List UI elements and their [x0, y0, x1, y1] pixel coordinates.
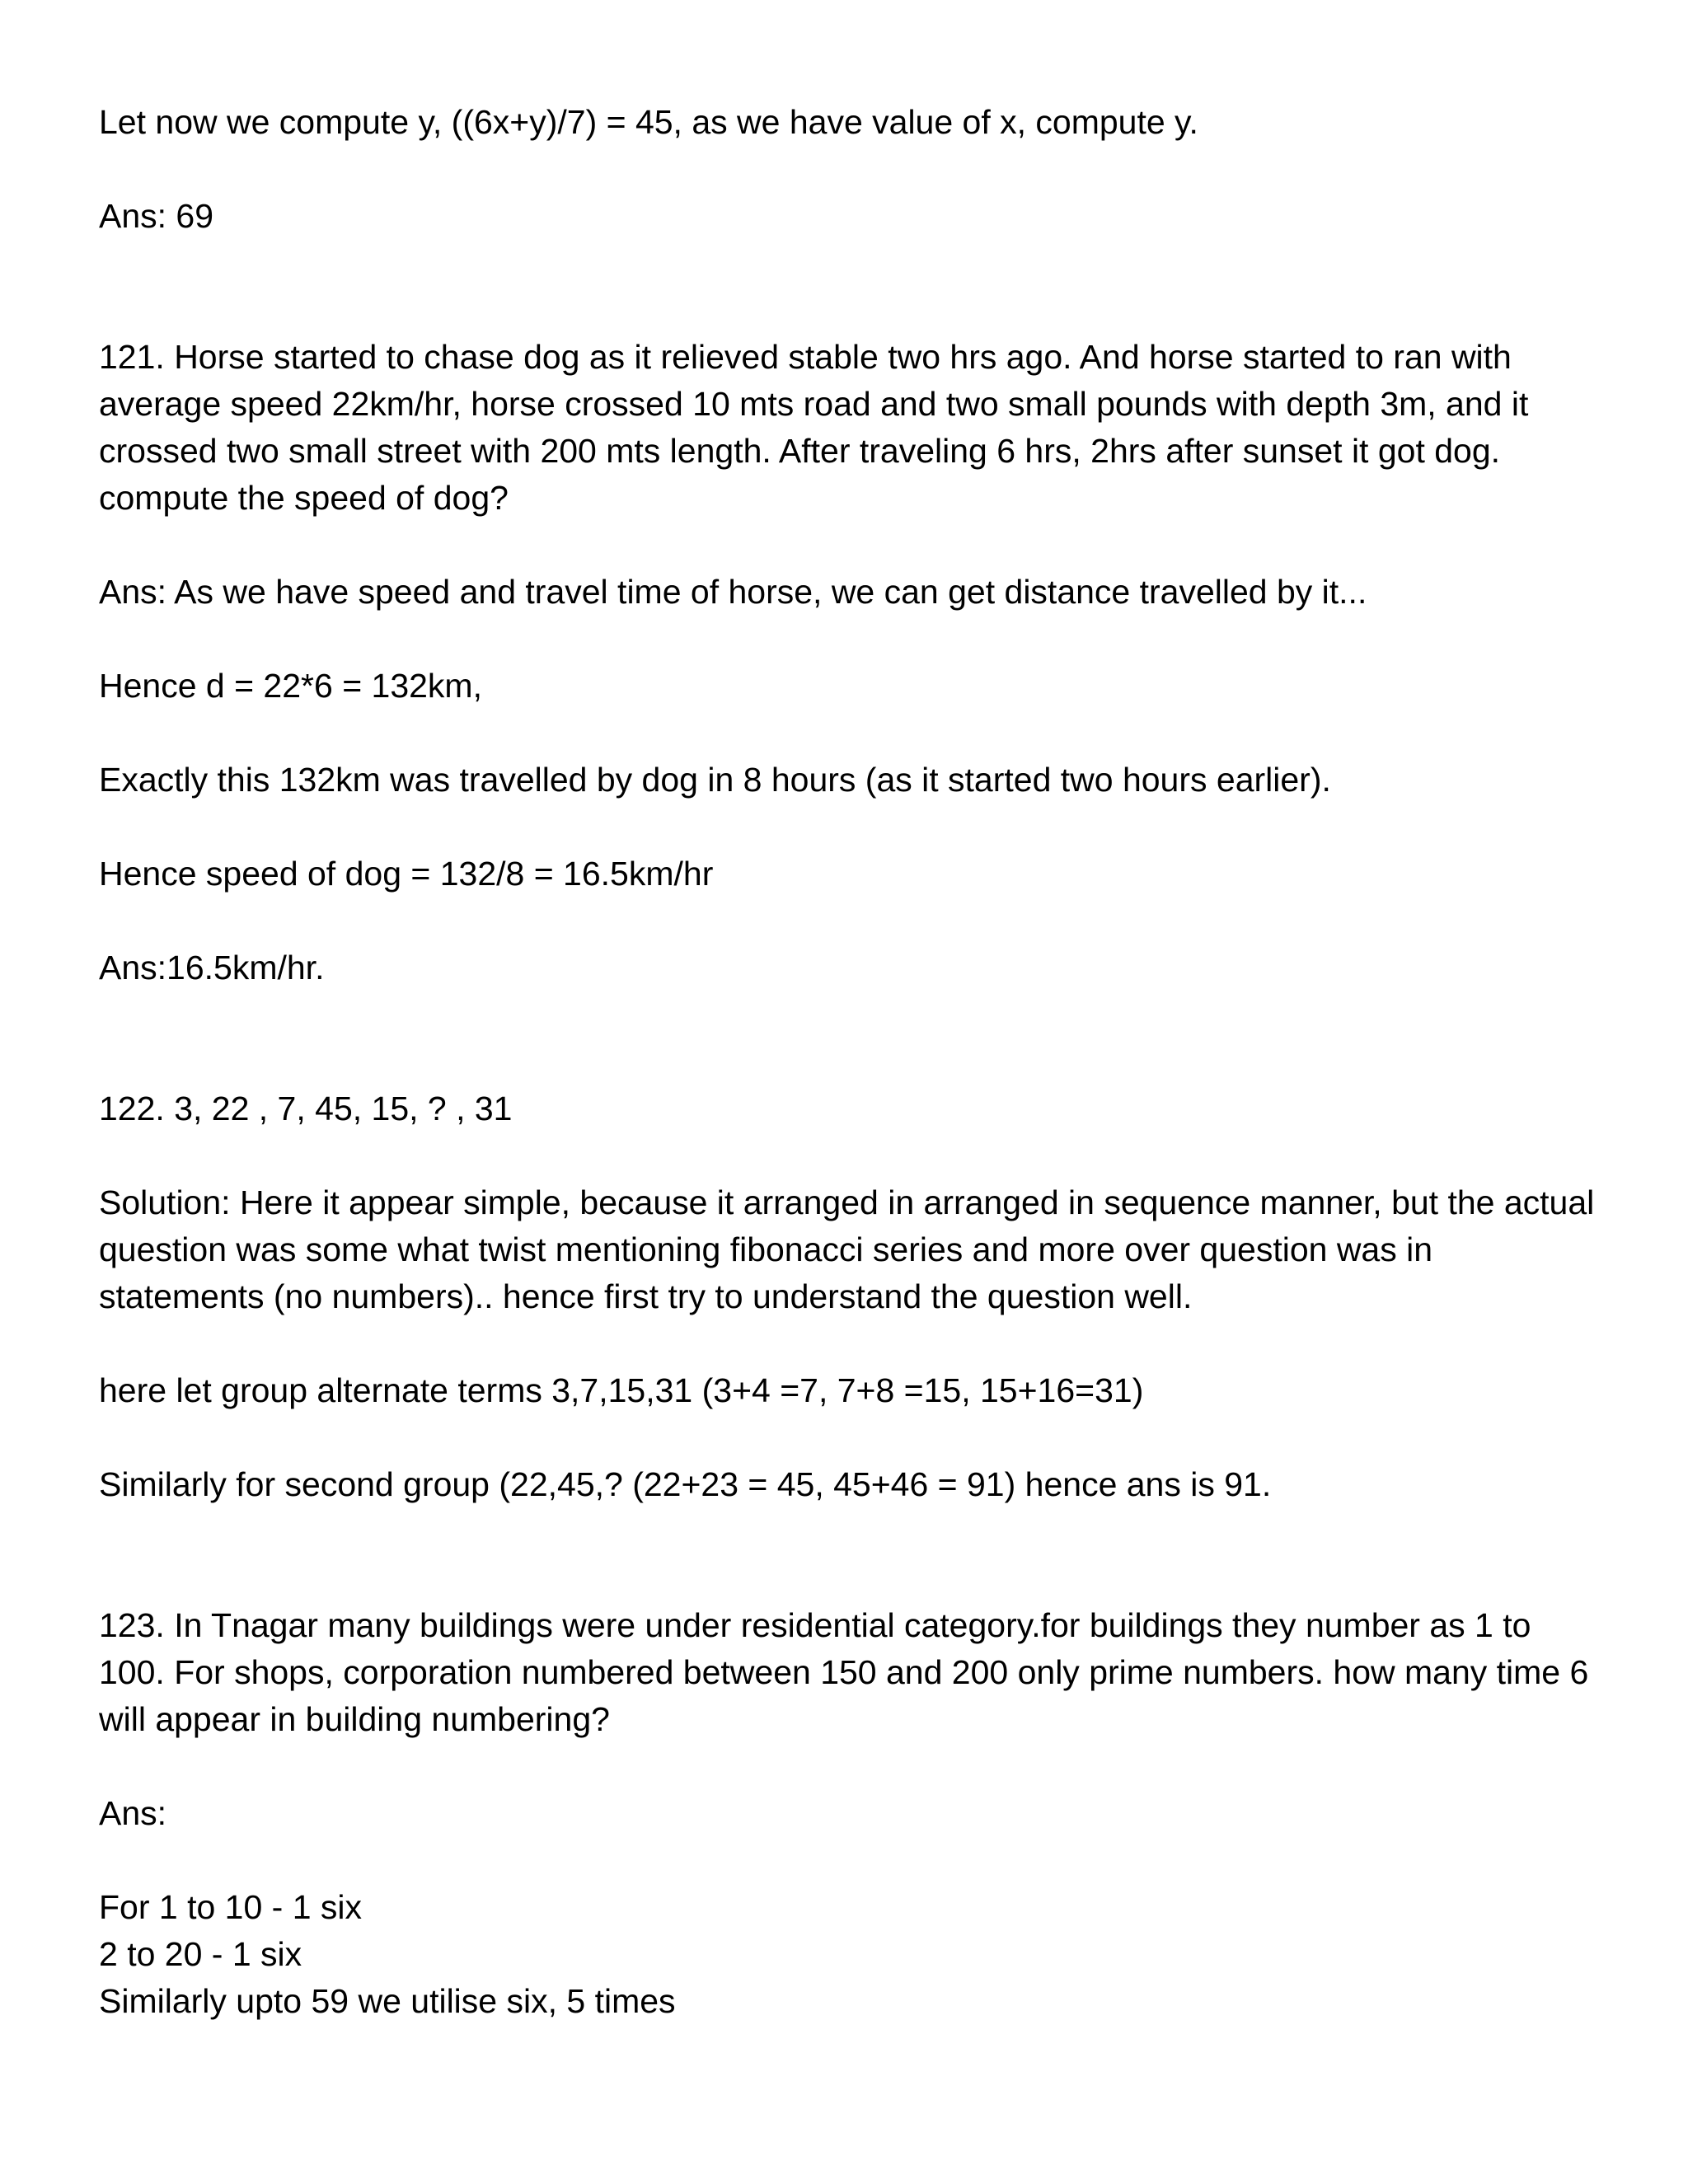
- text-line: Let now we compute y, ((6x+y)/7) = 45, as we have value of x, compute y.: [99, 103, 1198, 141]
- answer-line: 2 to 20 - 1 six: [99, 1935, 302, 1973]
- document-page: [99, 99, 1599, 2025]
- answer-line: For 1 to 10 - 1 six: [99, 1888, 363, 1926]
- answer-line: Hence d = 22*6 = 132km,: [99, 667, 482, 705]
- answer-line: Ans:16.5km/hr.: [99, 949, 325, 987]
- answer-line: Ans: As we have speed and travel time of horse, we can get distance travelled by it...: [99, 573, 1367, 611]
- question-121: 121. Horse started to chase dog as it relieved stable two hrs ago. And horse started to ran with average speed 22km/hr, horse crossed 10 mts road and two small pounds with depth 3m, and it crossed two small street with 200 mts length. After traveling 6 hrs, 2hrs after sunset it got dog. compute the speed of dog?: [99, 338, 1529, 517]
- answer-line: Hence speed of dog = 132/8 = 16.5km/hr: [99, 855, 714, 893]
- solution-line: Similarly for second group (22,45,? (22+23 = 45, 45+46 = 91) hence ans is 91.: [99, 1465, 1272, 1503]
- solution-paragraph: Solution: Here it appear simple, because it arranged in arranged in sequence manner, but the actual question was some what twist mentioning fibonacci series and more over question was in statements (no numbers).. hence first try to understand the question well.: [99, 1183, 1595, 1315]
- question-123: 123. In Tnagar many buildings were under residential category.for buildings they number as 1 to 100. For shops, corporation numbered between 150 and 200 only prime numbers. how many time 6 will appear in building numbering?: [99, 1606, 1589, 1738]
- question-122: 122. 3, 22 , 7, 45, 15, ? , 31: [99, 1090, 513, 1127]
- answer-line: Ans: 69: [99, 197, 214, 235]
- answer-label: Ans:: [99, 1794, 167, 1832]
- solution-line: here let group alternate terms 3,7,15,31 (3+4 =7, 7+8 =15, 15+16=31): [99, 1371, 1144, 1409]
- answer-line: Exactly this 132km was travelled by dog in 8 hours (as it started two hours earlier).: [99, 761, 1331, 799]
- answer-line: Similarly upto 59 we utilise six, 5 times: [99, 1982, 676, 2020]
